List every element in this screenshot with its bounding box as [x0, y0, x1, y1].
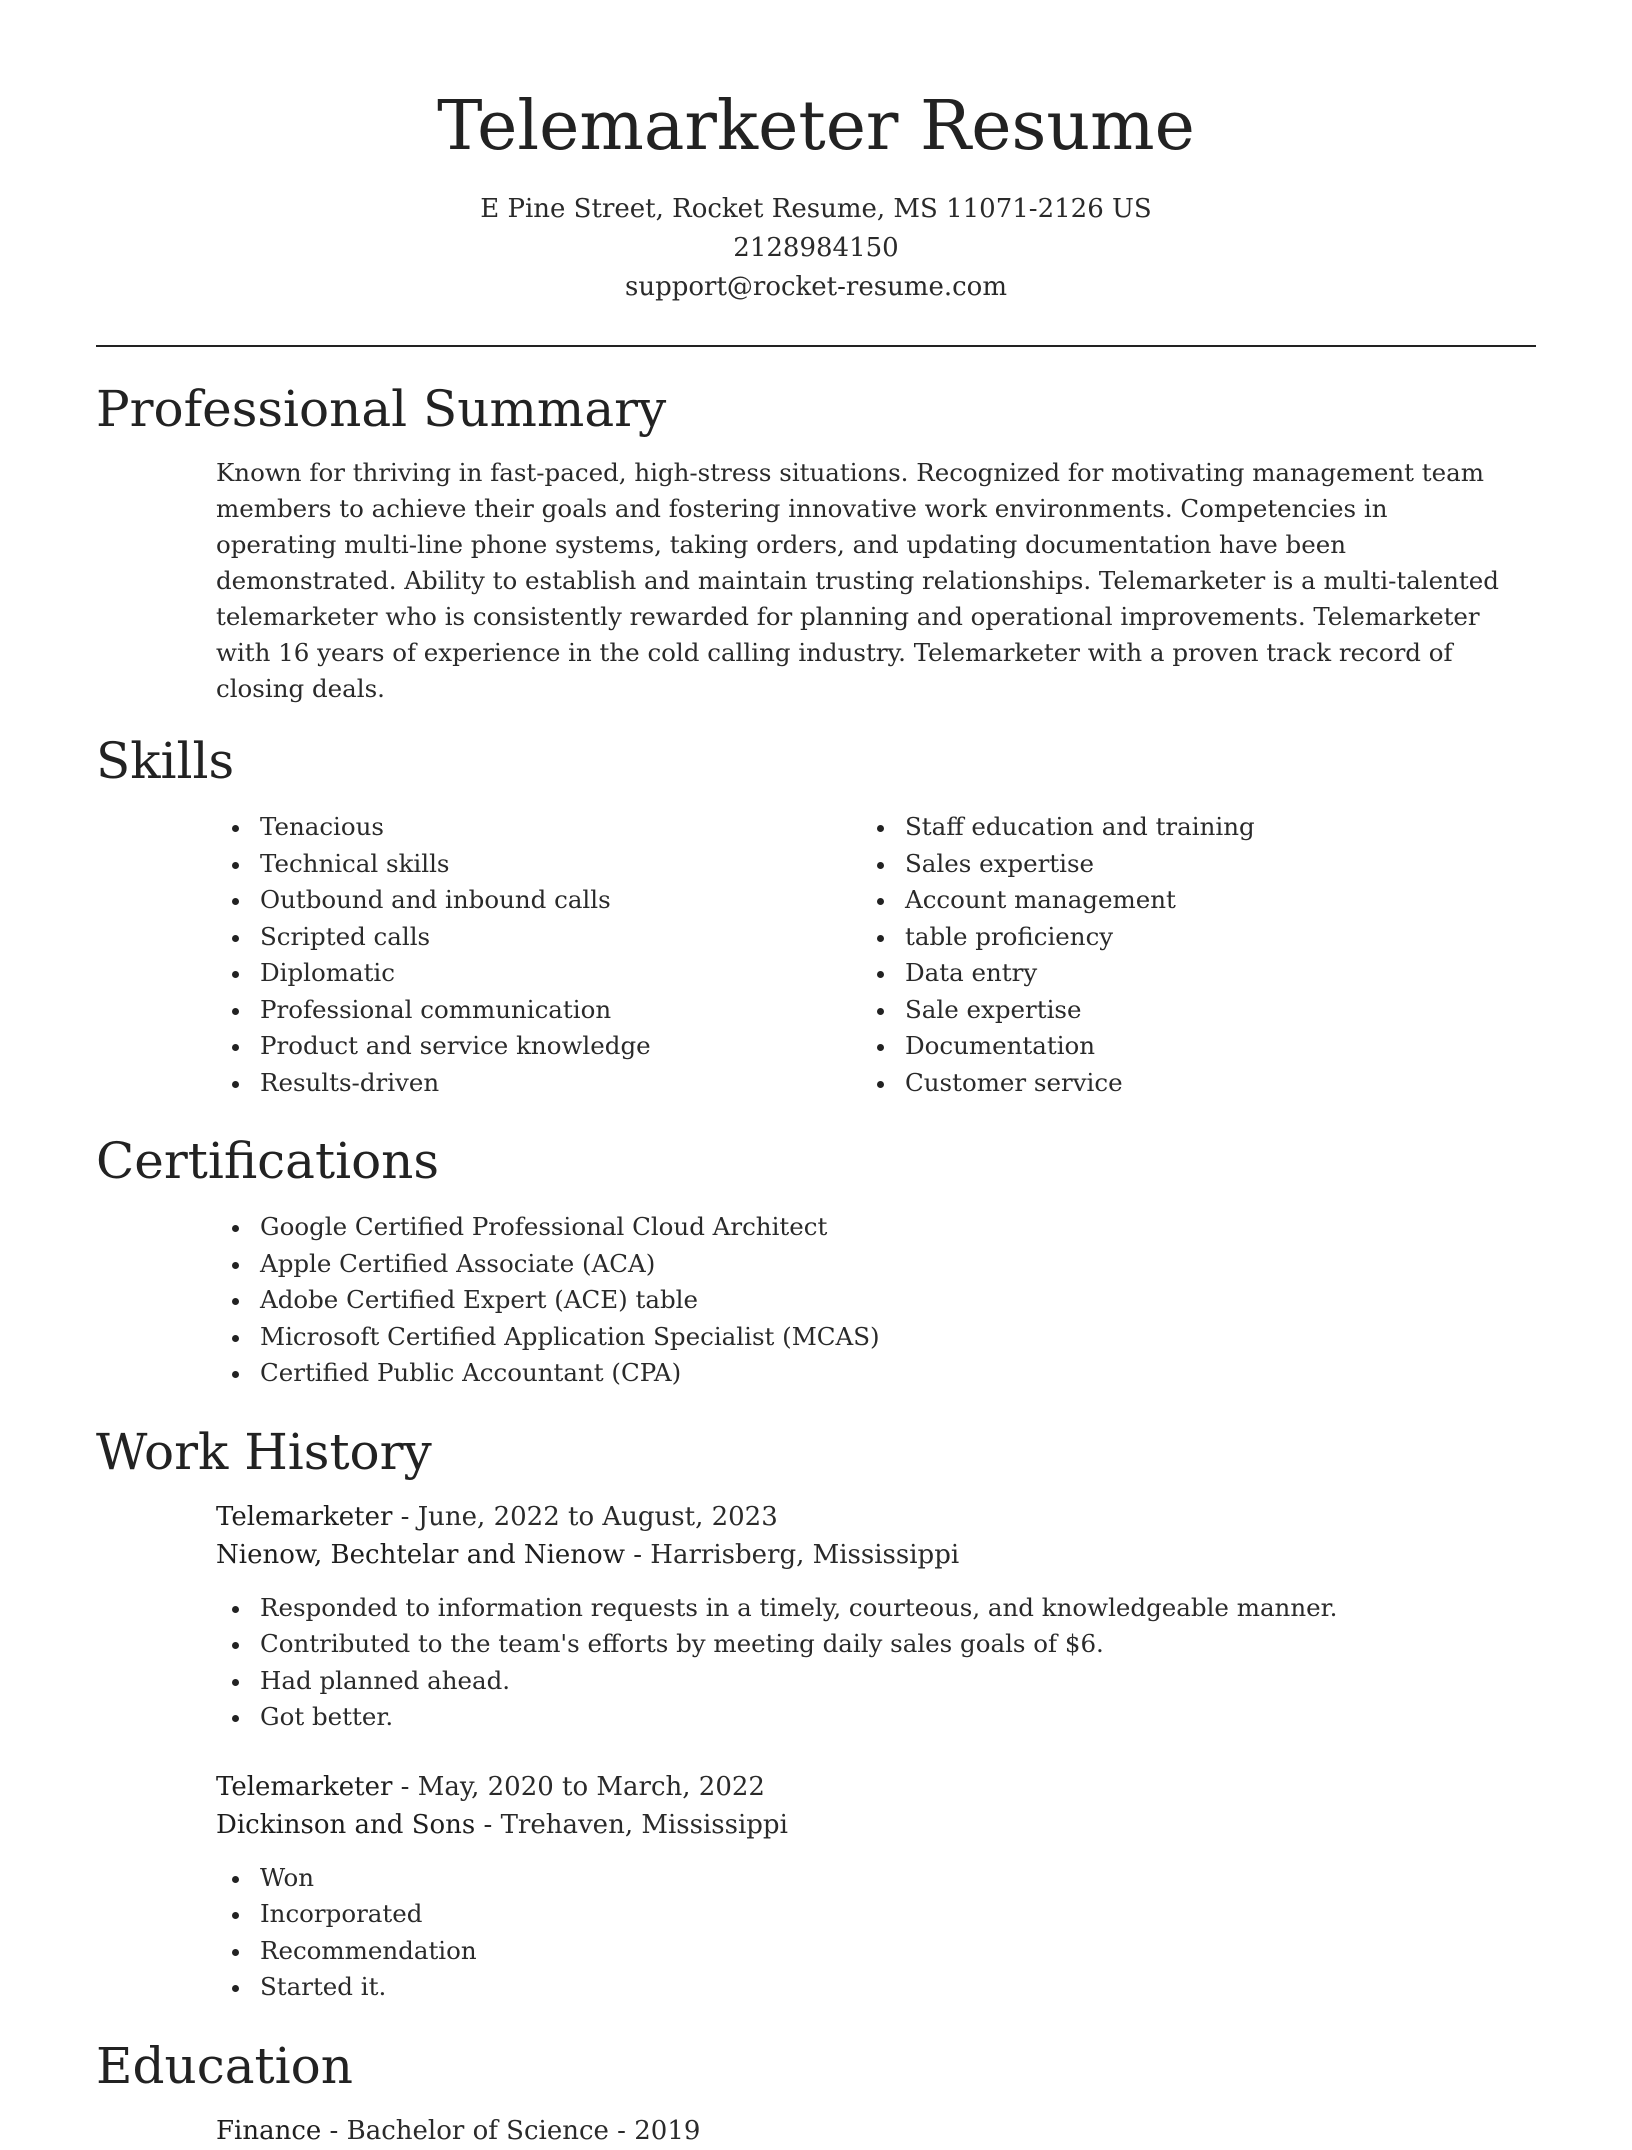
list-item: Professional communication [260, 992, 861, 1029]
list-item: Google Certified Professional Cloud Architect [260, 1209, 1506, 1246]
skills-list-right [861, 809, 1506, 1101]
list-item: Incorporated [260, 1896, 1506, 1933]
job-dates: June, 2022 to August, 2023 [417, 1501, 778, 1532]
list-item: Recommendation [260, 1933, 1506, 1970]
job-entry [216, 1768, 1506, 2006]
resume-header [96, 0, 1536, 307]
separator: - [608, 2115, 635, 2146]
separator: - [475, 1809, 501, 1840]
job-location: Harrisberg, Mississippi [650, 1539, 960, 1570]
education-year: 2019 [634, 2115, 701, 2146]
separator: - [321, 2115, 347, 2146]
list-item: Contributed to the team's efforts by meeting daily sales goals of $6. [260, 1626, 1506, 1663]
list-item: Microsoft Certified Application Specialist (MCAS) [260, 1319, 1506, 1356]
list-item: Account management [905, 882, 1506, 919]
certifications-list [216, 1209, 1506, 1392]
list-item: Started it. [260, 1969, 1506, 2006]
email: support@rocket-resume.com [624, 272, 1007, 302]
job-company: Dickinson and Sons [216, 1809, 476, 1840]
address: E Pine Street, Rocket Resume, MS 11071-2126 US [480, 194, 1152, 224]
job-dates: May, 2020 to March, 2022 [417, 1771, 765, 1802]
header-divider [96, 345, 1536, 347]
list-item: Certified Public Accountant (CPA) [260, 1355, 1506, 1392]
job-title: Telemarketer [216, 1771, 393, 1802]
list-item: Tenacious [260, 809, 861, 846]
job-bullets [216, 1590, 1506, 1736]
separator: - [392, 1501, 418, 1532]
phone: 2128984150 [733, 233, 899, 263]
list-item: Product and service knowledge [260, 1028, 861, 1065]
list-item: table proficiency [905, 919, 1506, 956]
education-heading: Education [96, 2036, 353, 2095]
list-item: Sale expertise [905, 992, 1506, 1029]
list-item: Outbound and inbound calls [260, 882, 861, 919]
education-line [216, 2112, 1506, 2150]
list-item: Had planned ahead. [260, 1663, 1506, 1700]
job-location: Trehaven, Mississippi [500, 1809, 788, 1840]
separator: - [624, 1539, 651, 1570]
list-item: Adobe Certified Expert (ACE) table [260, 1282, 1506, 1319]
separator: - [392, 1771, 418, 1802]
job-company-line [216, 1536, 1506, 1574]
skills-heading: Skills [96, 732, 235, 790]
list-item: Diplomatic [260, 955, 861, 992]
list-item: Data entry [905, 955, 1506, 992]
certifications-section [96, 1129, 1536, 1392]
list-item: Responded to information requests in a timely, courteous, and knowledgeable manner. [260, 1590, 1506, 1627]
summary-heading: Professional Summary [96, 380, 667, 438]
job-title: Telemarketer [216, 1501, 393, 1532]
list-item: Scripted calls [260, 919, 861, 956]
list-item: Apple Certified Associate (ACA) [260, 1246, 1506, 1283]
list-item: Results-driven [260, 1065, 861, 1102]
work-history-heading: Work History [96, 1422, 432, 1481]
list-item: Sales expertise [905, 846, 1506, 883]
job-bullets [216, 1860, 1506, 2006]
job-company-line [216, 1806, 1506, 1844]
work-history-section [96, 1420, 1536, 2006]
list-item: Won [260, 1860, 1506, 1897]
job-title-line [216, 1768, 1506, 1806]
list-item: Customer service [905, 1065, 1506, 1102]
list-item: Documentation [905, 1028, 1506, 1065]
summary-text: Known for thriving in fast-paced, high-stress situations. Recognized for motivating management team members to achieve their goals and fostering innovative work environments. Competencies in operating multi-line phone systems, taking orders, and updating documentation have been demonstrated. Ability to establish and maintain trusting relationships. Telemarketer is a multi-talented telemarketer who is consistently rewarded for planning and operational improvements. Telemarketer with 16 years of experience in the cold calling industry. Telemarketer with a proven track record of closing deals. [216, 458, 1499, 703]
resume-title: Telemarketer Resume [437, 87, 1195, 166]
skills-section [96, 729, 1536, 1101]
education-field: Finance [216, 2115, 322, 2146]
education-degree: Bachelor of Science [346, 2115, 609, 2146]
list-item: Got better. [260, 1699, 1506, 1736]
resume-page [96, 0, 1536, 2150]
education-section [96, 2034, 1536, 2150]
list-item: Staff education and training [905, 809, 1506, 846]
skills-list-left [216, 809, 861, 1101]
list-item: Technical skills [260, 846, 861, 883]
job-company: Nienow, Bechtelar and Nienow [216, 1539, 625, 1570]
job-title-line [216, 1498, 1506, 1536]
summary-section [96, 377, 1536, 707]
job-entry [216, 1498, 1506, 1736]
certifications-heading: Certifications [96, 1132, 440, 1190]
